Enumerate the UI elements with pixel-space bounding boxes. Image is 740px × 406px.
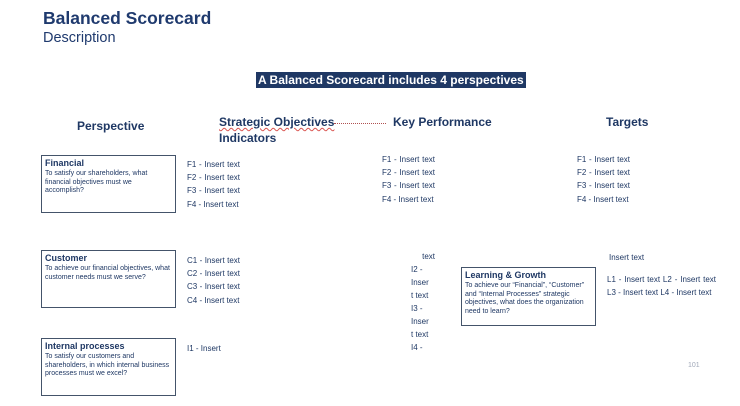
targets-internal-tail-text: Insert text (609, 253, 645, 262)
targets-financial-text: F1 - Insert text F2 - Insert text F3 - Insert text F4 - Insert text (577, 155, 630, 204)
column-header-targets: Targets (606, 115, 649, 129)
perspective-box-learning-growth (461, 267, 596, 326)
kpi-internal-lines (411, 250, 435, 354)
kpi-internal-line: I2 - (411, 265, 423, 274)
perspective-text-customer: To achieve our financial objectives, what customer needs must we serve? (45, 265, 170, 281)
kpi-internal-line: text (422, 252, 435, 261)
column-header-indicators: Indicators (219, 131, 277, 145)
column-header-strategic-objectives (219, 114, 386, 130)
objectives-customer-text: C1 - Insert text C2 - Insert text C3 - Insert text C4 - Insert text (187, 256, 240, 305)
column-header-perspective: Perspective (77, 119, 145, 133)
banner-heading: A Balanced Scorecard includes 4 perspectives (258, 73, 524, 87)
slide-title: Balanced Scorecard (43, 8, 212, 28)
perspective-box-internal-processes (41, 338, 176, 396)
page-number: 101 (688, 362, 700, 369)
kpi-financial-text: F1 - Insert text F2 - Insert text F3 - Insert text F4 - Insert text (382, 155, 435, 204)
kpi-internal-line: I4 - (411, 343, 423, 352)
perspective-title-learning: Learning & Growth (465, 270, 546, 280)
perspective-text-internal: To satisfy our customers and shareholders, in which internal business processes must we excel? (45, 353, 170, 378)
kpi-internal-line: Inser (411, 317, 429, 326)
perspective-title-financial: Financial (45, 158, 85, 168)
perspective-title-internal: Internal processes (45, 341, 125, 351)
objectives-financial-text: F1 - Insert text F2 - Insert text F3 - Insert text F4 - Insert text (187, 160, 240, 209)
column-header-key-performance: Key Performance (393, 115, 492, 129)
perspective-title-customer: Customer (45, 253, 88, 263)
kpi-internal-line: I3 - (411, 304, 423, 313)
perspective-text-learning: To achieve our “Financial”, “Customer” and “Internal Processes” strategic objectives, what does the organization need to learn? (465, 282, 585, 315)
slide-subtitle: Description (43, 30, 116, 46)
targets-learning-text: L1 - Insert text L2 - Insert text L3 - Insert text L4 - Insert text (607, 275, 716, 298)
objectives-internal-text: I1 - Insert (187, 344, 221, 353)
column-header-objectives-text: Strategic Objectives (219, 115, 335, 129)
perspective-box-financial (41, 155, 176, 213)
header-divider-line (334, 123, 386, 124)
kpi-internal-line: t text (411, 291, 429, 300)
perspective-box-customer (41, 250, 176, 308)
kpi-internal-line: t text (411, 330, 429, 339)
perspective-text-financial: To satisfy our shareholders, what financial objectives must we accomplish? (45, 170, 148, 195)
kpi-internal-line: Inser (411, 278, 429, 287)
